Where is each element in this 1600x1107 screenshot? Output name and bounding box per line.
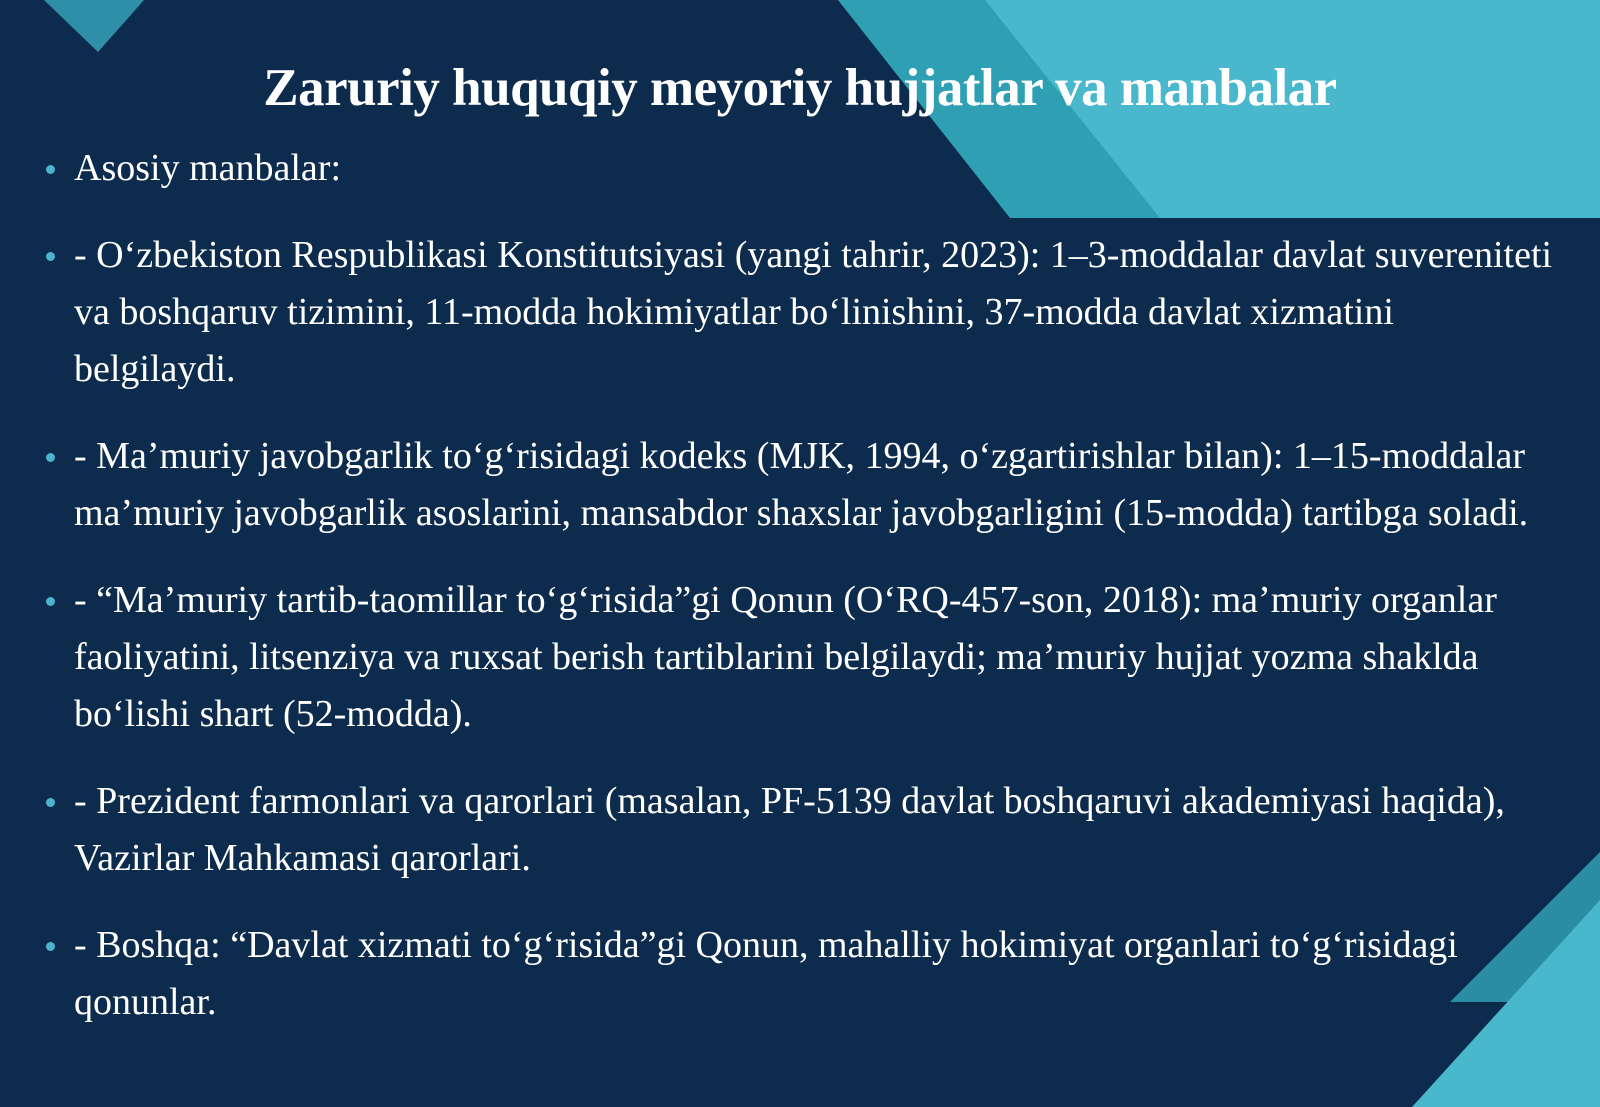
bullet-item	[42, 227, 1562, 398]
bullet-text: - “Ma’muriy tartib-taomillar to‘g‘risida”gi Qonun (O‘RQ-457-son, 2018): ma’muriy organlar faoliyatini, litsenziya va ruxsat berish tartiblarini belgilaydi; ma’muriy hujjat yozma shaklda bo‘lishi shart (52-modda).	[74, 579, 1497, 735]
bullet-dot-icon	[46, 252, 55, 261]
bullet-item	[42, 140, 1562, 197]
top-left-triangle-shape	[44, 0, 144, 52]
bullet-dot-icon	[46, 597, 55, 606]
bullet-item	[42, 773, 1562, 887]
slide-title: Zaruriy huquqiy meyoriy hujjatlar va manbalar	[263, 59, 1337, 117]
bullet-dot-icon	[46, 798, 55, 807]
bullet-text: - Ma’muriy javobgarlik to‘g‘risidagi kodeks (MJK, 1994, o‘zgartirishlar bilan): 1–15-moddalar ma’muriy javobgarlik asoslarini, mansabdor shaxslar javobgarligini (15-modda) tartibga soladi.	[74, 435, 1529, 534]
bullet-text: - O‘zbekiston Respublikasi Konstitutsiyasi (yangi tahrir, 2023): 1–3-moddalar davlat suvereniteti va boshqaruv tizimini, 11-modda hokimiyatlar bo‘linishini, 37-modda davlat xizmatini belgilaydi.	[74, 234, 1553, 390]
bullet-item	[42, 572, 1562, 743]
bullet-dot-icon	[46, 453, 55, 462]
bullet-list	[42, 140, 1562, 1061]
bullet-item	[42, 428, 1562, 542]
bullet-dot-icon	[46, 942, 55, 951]
bullet-text: - Prezident farmonlari va qarorlari (masalan, PF-5139 davlat boshqaruvi akademiyasi haqida), Vazirlar Mahkamasi qarorlari.	[74, 780, 1505, 879]
bullet-dot-icon	[46, 165, 55, 174]
bullet-text: - Boshqa: “Davlat xizmati to‘g‘risida”gi Qonun, mahalliy hokimiyat organlari to‘g‘risidagi qonunlar.	[74, 924, 1458, 1023]
bullet-text: Asosiy manbalar:	[74, 147, 342, 189]
bullet-item	[42, 917, 1562, 1031]
